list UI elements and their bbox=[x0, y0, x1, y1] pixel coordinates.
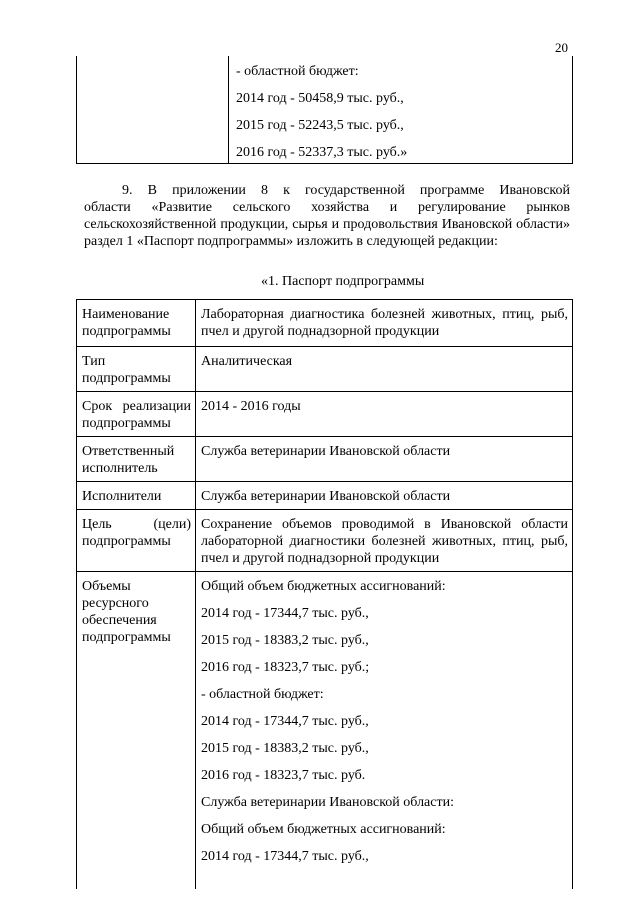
row-value: Лабораторная диагностика болезней животных, птиц, рыб, пчел и другой поднадзорной продукции bbox=[196, 300, 573, 347]
volume-line: 2015 год - 18383,2 тыс. руб., bbox=[201, 741, 369, 756]
volume-line: 2014 год - 17344,7 тыс. руб., bbox=[201, 606, 369, 621]
table-row bbox=[77, 510, 573, 572]
budget-line: 2015 год - 52243,5 тыс. руб., bbox=[236, 118, 404, 133]
row-label-bottom: подпрограммы bbox=[82, 534, 171, 549]
continued-table-lines bbox=[236, 64, 407, 172]
continued-table bbox=[76, 56, 573, 164]
volume-line: 2016 год - 18323,7 тыс. руб. bbox=[201, 768, 366, 783]
row-value: Служба ветеринарии Ивановской области bbox=[196, 482, 573, 510]
table-row bbox=[77, 300, 573, 347]
row-value: Служба ветеринарии Ивановской области bbox=[196, 437, 573, 482]
paragraph-body: области «Развитие сельского хозяйства и регулирование рынков сельскохозяйственной продукции, сырья и продовольствия Ивановской области» раздел 1 «Паспорт подпрограммы» изложить в следующей редакции: bbox=[84, 200, 570, 249]
table-row-volumes bbox=[77, 572, 573, 890]
volume-line: Служба ветеринарии Ивановской области: bbox=[201, 795, 454, 810]
page-number: 20 bbox=[555, 40, 568, 55]
volume-line: - областной бюджет: bbox=[201, 687, 324, 702]
paragraph-first-line: 9. В приложении 8 к государственной программе Ивановской bbox=[122, 183, 570, 198]
budget-line: 2014 год - 50458,9 тыс. руб., bbox=[236, 91, 404, 106]
budget-line: - областной бюджет: bbox=[236, 64, 359, 79]
row-value: Аналитическая bbox=[196, 347, 573, 392]
volume-line: 2014 год - 17344,7 тыс. руб., bbox=[201, 714, 369, 729]
table-row bbox=[77, 482, 573, 510]
row-label: Тип подпрограммы bbox=[77, 347, 196, 392]
budget-line: 2016 год - 52337,3 тыс. руб.» bbox=[236, 145, 408, 160]
volume-line: 2015 год - 18383,2 тыс. руб., bbox=[201, 633, 369, 648]
volume-line: Общий объем бюджетных ассигнований: bbox=[201, 579, 446, 594]
volumes-value bbox=[196, 572, 573, 890]
row-label: Объемы ресурсного обеспечения подпрограммы bbox=[77, 572, 196, 890]
column-divider bbox=[228, 56, 229, 163]
row-label: Наименование подпрограммы bbox=[77, 300, 196, 347]
section-title: «1. Паспорт подпрограммы bbox=[261, 274, 425, 289]
row-label bbox=[77, 510, 196, 572]
amendment-paragraph bbox=[84, 182, 570, 250]
volume-line: 2016 год - 18323,7 тыс. руб.; bbox=[201, 660, 370, 675]
volume-line: Общий объем бюджетных ассигнований: bbox=[201, 822, 446, 837]
table-row bbox=[77, 437, 573, 482]
passport-table bbox=[76, 299, 573, 889]
row-label: Срок реализации подпрограммы bbox=[77, 392, 196, 437]
volume-line: 2014 год - 17344,7 тыс. руб., bbox=[201, 849, 369, 864]
row-value: 2014 - 2016 годы bbox=[196, 392, 573, 437]
row-label-top: Цель (цели) bbox=[82, 517, 191, 532]
row-label: Ответственный исполнитель bbox=[77, 437, 196, 482]
row-label: Исполнители bbox=[77, 482, 196, 510]
table-row bbox=[77, 392, 573, 437]
table-row bbox=[77, 347, 573, 392]
row-value: Сохранение объемов проводимой в Ивановской области лабораторной диагностики болезней животных, птиц, рыб, пчел и другой поднадзорной продукции bbox=[196, 510, 573, 572]
